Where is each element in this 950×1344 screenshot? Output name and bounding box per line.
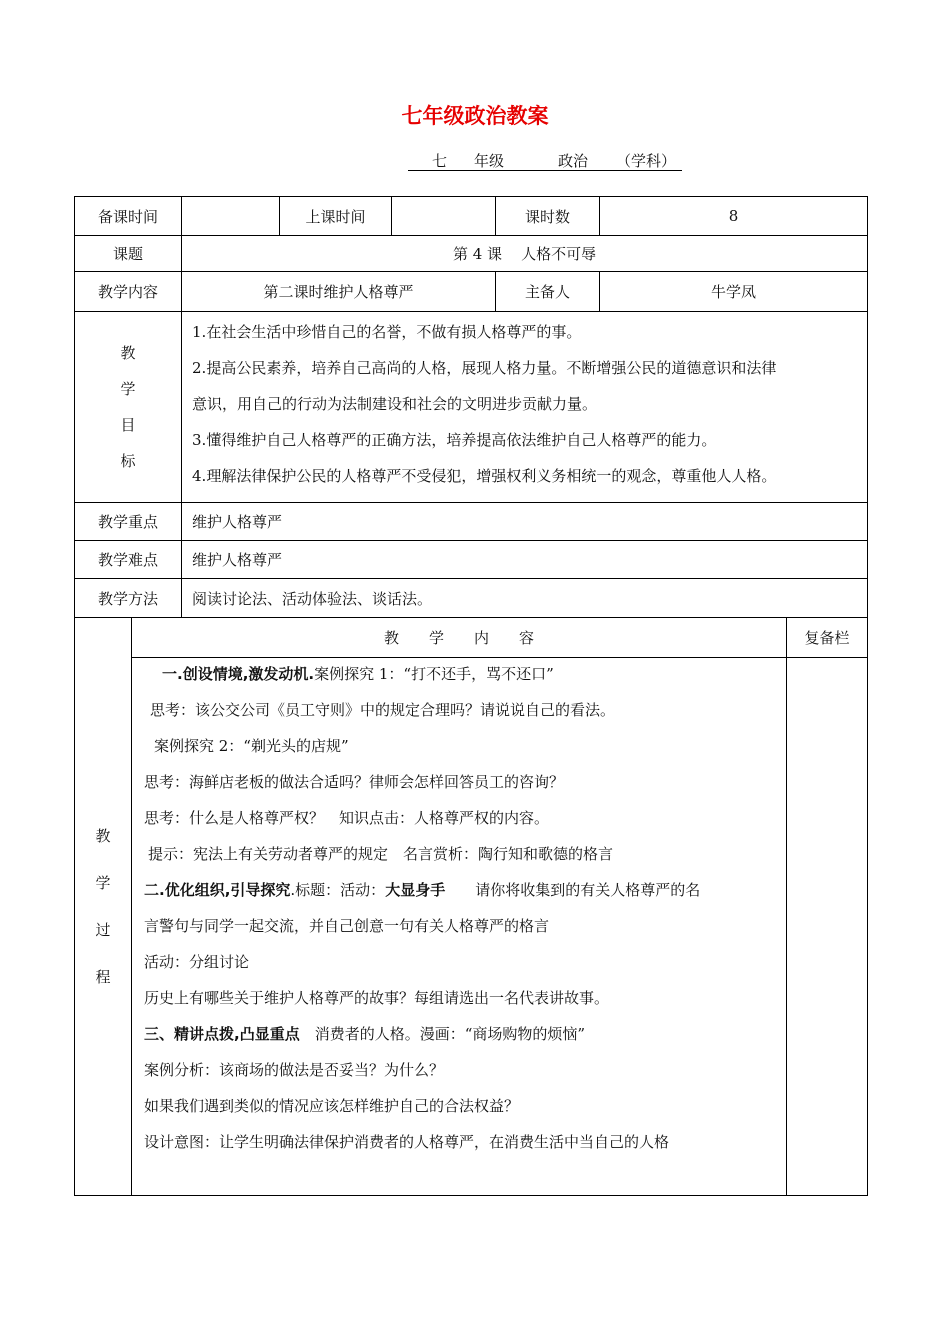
- hours-value: 8: [600, 197, 868, 236]
- lesson-plan-table: [74, 196, 868, 1196]
- key-point-row: [75, 503, 868, 541]
- content-row: [75, 272, 868, 312]
- process-body-row: [75, 658, 868, 1196]
- content-label: 教学内容: [75, 272, 182, 312]
- objective-item: 2.提高公民素养，培养自己高尚的人格，展现人格力量。不断增强公民的道德意识和法律: [192, 359, 777, 377]
- topic-row: [75, 236, 868, 272]
- topic-value: 第 4 课 人格不可辱: [182, 236, 868, 272]
- content-header: 教 学 内 容: [132, 618, 787, 658]
- process-content: 一.创设情境,激发动机.案例探究 1：“打不还手，骂不还口” 思考：该公交公司《员工守则》中的规定合理吗？请说说自己的看法。 案例探究 2：“剃光头的店规” 思考：海鲜店老板的做法合适吗？律师会怎样回答员工的咨询？ 思考：什么是人格尊严权？ 知识点击：人格尊严权的内容。 提示：宪法上有关劳动者尊严的规定 名言赏析：陶行知和歌德的格言 二.优化组织,引导探究.标题：活动：大显身手 请你将收集到的有关人格尊严的名 言警句与同学一起交流，并自己创意一句有关人格尊严的格言 活动：分组讨论 历史上有哪些关于维护人格尊严的故事？每组请选出一名代表讲故事。 三、精讲点拨,凸显重点 消费者的人格。漫画：“商场购物的烦恼” 案例分析：该商场的做法是否妥当？为什么？ 如果我们遇到类似的情况应该怎样维护自己的合法权益？ 设计意图：让学生明确法律保护消费者的人格尊严，在消费生活中当自己的人格: [132, 658, 787, 1196]
- grade-suffix: 年级: [474, 152, 505, 170]
- topic-label: 课题: [75, 236, 182, 272]
- content-value: 第二课时维护人格尊严: [182, 272, 496, 312]
- difficulty-row: [75, 541, 868, 579]
- difficulty-value: 维护人格尊严: [182, 541, 868, 579]
- method-row: [75, 579, 868, 618]
- objectives-row: [75, 312, 868, 503]
- key-point-label: 教学重点: [75, 503, 182, 541]
- class-time-value: [392, 197, 496, 236]
- preparer-value: 牛学凤: [600, 272, 868, 312]
- objective-item: 1.在社会生活中珍惜自己的名誉，不做有损人格尊严的事。: [192, 323, 582, 341]
- objective-item: 意识，用自己的行动为法制建设和社会的文明进步贡献力量。: [192, 395, 598, 413]
- notes-header: 复备栏: [787, 618, 868, 658]
- objective-item: 4.理解法律保护公民的人格尊严不受侵犯，增强权利义务相统一的观念，尊重他人人格。: [192, 467, 777, 485]
- method-label: 教学方法: [75, 579, 182, 618]
- notes-column: [787, 658, 868, 1196]
- objectives-label: 教 学 目 标: [75, 312, 182, 503]
- difficulty-label: 教学难点: [75, 541, 182, 579]
- subject-value: 政治: [558, 152, 589, 170]
- prep-time-label: 备课时间: [75, 197, 182, 236]
- key-point-value: 维护人格尊严: [182, 503, 868, 541]
- process-header-row: [75, 618, 868, 658]
- process-label: 教 学 过 程: [75, 618, 132, 1196]
- preparer-label: 主备人: [496, 272, 600, 312]
- hours-label: 课时数: [496, 197, 600, 236]
- class-time-label: 上课时间: [280, 197, 392, 236]
- grade-value: 七: [432, 152, 448, 170]
- objectives-list: [182, 312, 868, 503]
- method-value: 阅读讨论法、活动体验法、谈话法。: [182, 579, 868, 618]
- section-heading: 一.创设情境,激发动机.: [162, 665, 315, 683]
- info-row: [75, 197, 868, 236]
- subject-note: （学科）: [616, 152, 677, 170]
- page-title: 七年级政治教案: [401, 104, 549, 128]
- section-heading: 三、精讲点拨,凸显重点: [144, 1025, 300, 1043]
- prep-time-value: [182, 197, 280, 236]
- section-heading: 二.优化组织,引导探究: [144, 881, 291, 899]
- objective-item: 3.懂得维护自己人格尊严的正确方法，培养提高依法维护自己人格尊严的能力。: [192, 431, 717, 449]
- grade-subject-line: [408, 150, 682, 171]
